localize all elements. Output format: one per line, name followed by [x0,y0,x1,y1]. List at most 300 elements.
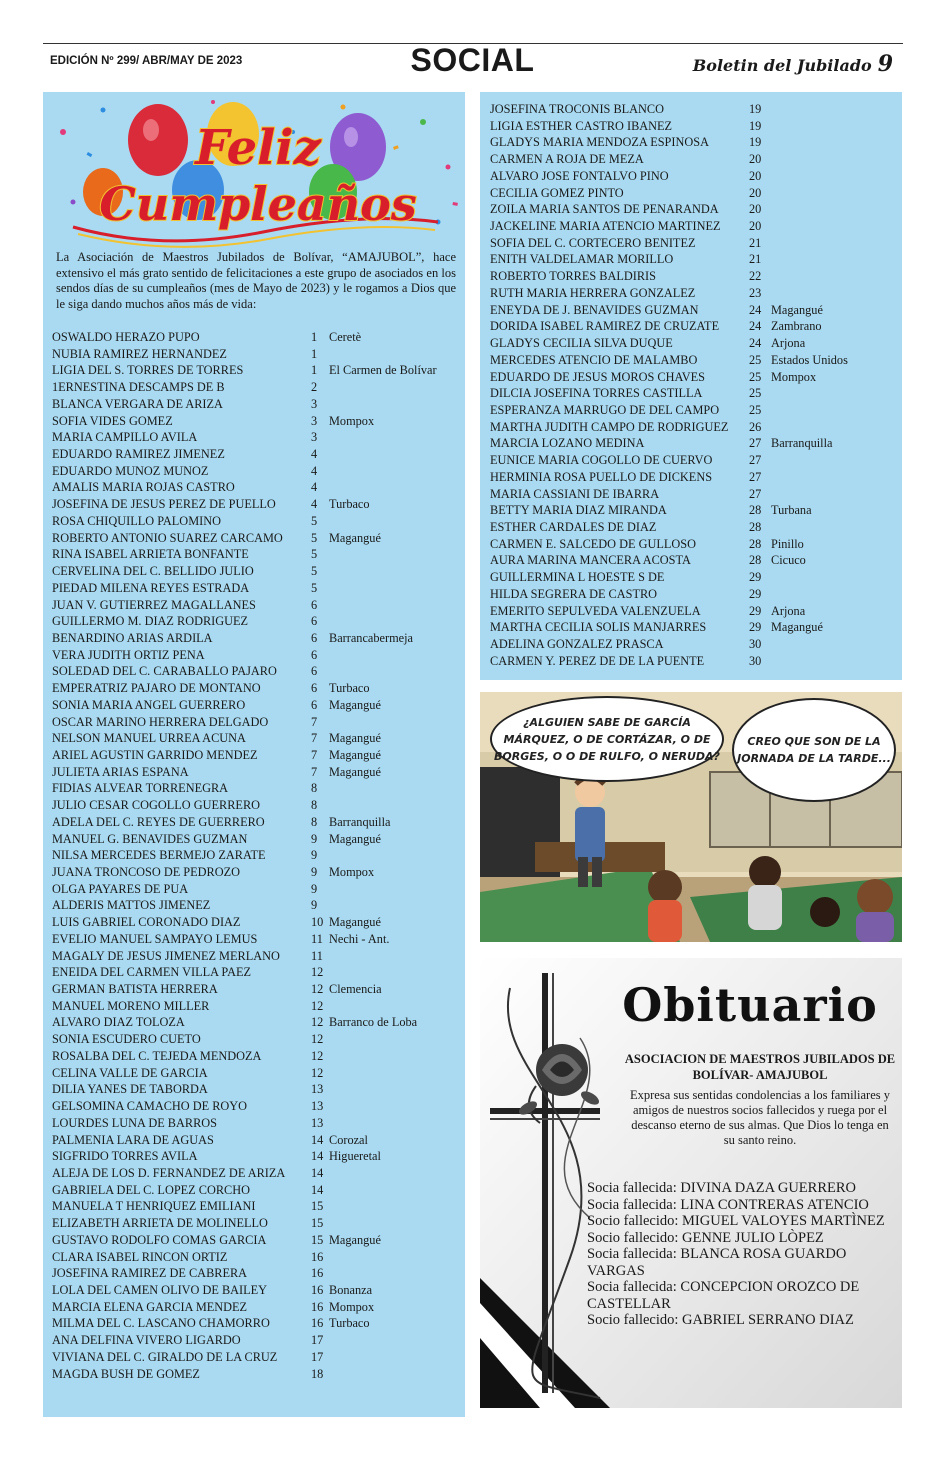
list-item [490,251,898,268]
list-item [52,897,462,914]
list-item [52,1048,462,1065]
birthday-day: 7 [311,731,318,746]
member-name: ROSALBA DEL C. TEJEDA MENDOZA [52,1048,262,1063]
member-name: CELINA VALLE DE GARCIA [52,1065,208,1080]
member-name: HILDA SEGRERA DE CASTRO [490,586,658,601]
member-place: Pinillo [771,536,804,551]
member-place: Magangué [329,731,381,746]
list-item [52,730,462,747]
obituary-entry: Socio fallecido: MIGUEL VALOYES MARTÌNEZ [587,1213,885,1229]
member-name: CARMEN E. SALCEDO DE GULLOSO [490,536,696,551]
birthday-day: 16 [311,1266,324,1281]
list-item [52,1282,462,1299]
member-place: Turbaco [329,497,370,512]
obituary-message: Expresa sus sentidas condolencias a los familiares y amigos de nuestros socios fallecidos y ruega por el descanso eterno de sus almas. Que Dios lo tenga en su santo reino. [630,1088,890,1147]
list-item [52,563,462,580]
birthday-day: 12 [311,1065,324,1080]
list-item [490,285,898,302]
member-name: SONIA MARIA ANGEL GUERRERO [52,697,246,712]
birthday-banner [43,92,465,252]
list-item [52,1249,462,1266]
member-place: Turbaco [329,1316,370,1331]
birthday-day: 4 [311,480,318,495]
list-item [52,1031,462,1048]
list-item [490,519,898,536]
obituary-list [587,1180,897,1329]
list-item [490,486,898,503]
list-item [52,697,462,714]
list-item [52,1132,462,1149]
member-place: Higueretal [329,1149,381,1164]
member-name: ADELINA GONZALEZ PRASCA [490,637,664,651]
member-place: Zambrano [771,319,822,334]
birthday-day: 24 [749,336,762,351]
list-item [52,1366,462,1383]
member-name: CERVELINA DEL C. BELLIDO JULIO [52,564,254,579]
member-place: Magangué [329,764,381,779]
member-name: EDUARDO RAMIREZ JIMENEZ [52,447,225,462]
list-item [52,831,462,848]
birthday-day: 8 [311,781,318,796]
list-item [52,1332,462,1349]
list-item [490,469,898,486]
member-name: MANUEL G. BENAVIDES GUZMAN [52,831,248,846]
member-name: EMPERATRIZ PAJARO DE MONTANO [52,681,261,696]
birthday-day: 12 [311,982,324,997]
birthday-day: 6 [311,681,318,696]
member-place: Ceretè [329,330,362,344]
member-name: ALEJA DE LOS D. FERNANDEZ DE ARIZA [52,1165,286,1180]
birthday-day: 17 [311,1333,324,1348]
member-name: EDUARDO DE JESUS MOROS CHAVES [490,369,706,384]
obituary-title: Obituario [622,978,878,1032]
member-name: ROSA CHIQUILLO PALOMINO [52,513,221,528]
birthday-day: 6 [311,614,318,629]
birthday-day: 4 [311,447,318,462]
list-item [52,764,462,781]
list-item [52,630,462,647]
list-item [52,580,462,597]
list-item [52,647,462,664]
member-name: MILMA DEL C. LASCANO CHAMORRO [52,1316,270,1331]
member-place: Nechi - Ant. [329,931,390,946]
member-name: AMALIS MARIA ROJAS CASTRO [52,480,235,495]
member-place: Mompox [329,413,375,428]
member-place: Magangué [329,697,381,712]
birthday-day: 25 [749,386,762,401]
member-place: El Carmen de Bolívar [329,363,437,378]
birthday-day: 21 [749,235,762,250]
member-name: GUSTAVO RODOLFO COMAS GARCIA [52,1232,267,1247]
member-name: MARIA CAMPILLO AVILA [52,430,198,445]
list-item [490,352,898,369]
birthday-day: 30 [749,653,762,668]
member-name: JOSEFINA RAMIREZ DE CABRERA [52,1266,248,1281]
birthday-panel-right [480,92,902,680]
birthday-day: 3 [311,413,318,428]
birthday-day: 12 [311,1032,324,1047]
member-name: JOSEFINA TROCONIS BLANCO [490,102,665,116]
birthday-day: 9 [311,865,318,879]
member-name: CARMEN Y. PEREZ DE DE LA PUENTE [490,653,705,668]
member-name: JUANA TRONCOSO DE PEDROZO [52,865,241,879]
birthday-day: 5 [311,564,318,579]
member-name: GERMAN BATISTA HERRERA [52,982,218,997]
list-item [490,134,898,151]
list-item [490,302,898,319]
birthday-day: 6 [311,630,318,645]
list-item [52,1165,462,1182]
birthday-day: 7 [311,764,318,779]
list-item [52,1265,462,1282]
member-place: Barrancabermeja [329,630,413,645]
member-name: EVELIO MANUEL SAMPAYO LEMUS [52,931,258,946]
member-name: MAGDA BUSH DE GOMEZ [52,1366,200,1381]
list-item [490,402,898,419]
member-name: ELIZABETH ARRIETA DE MOLINELLO [52,1216,268,1231]
birthday-day: 27 [749,486,762,501]
list-item [52,346,462,363]
list-item [52,396,462,413]
member-name: GLADYS CECILIA SILVA DUQUE [490,336,673,351]
list-item [52,881,462,898]
member-name: ALVARO DIAZ TOLOZA [52,1015,185,1030]
birthday-day: 27 [749,469,762,484]
birthday-day: 19 [749,102,762,116]
member-place: Magangué [329,831,381,846]
birthday-day: 14 [311,1149,324,1164]
member-name: 1ERNESTINA DESCAMPS DE B [52,380,225,395]
list-item [52,864,462,881]
member-name: MANUELA T HENRIQUEZ EMILIANI [52,1199,256,1214]
member-name: NILSA MERCEDES BERMEJO ZARATE [52,848,266,863]
list-item [490,268,898,285]
member-name: JUAN V. GUTIERREZ MAGALLANES [52,597,256,612]
birthday-day: 20 [749,185,762,200]
member-name: OSCAR MARINO HERRERA DELGADO [52,714,269,729]
member-name: ENEYDA DE J. BENAVIDES GUZMAN [490,302,699,317]
member-place: Barranco de Loba [329,1015,418,1030]
birthday-day: 29 [749,586,762,601]
birthday-day: 20 [749,219,762,234]
list-item [52,680,462,697]
list-item [490,235,898,252]
list-item [52,964,462,981]
member-name: GUILLERMO M. DIAZ RODRIGUEZ [52,614,249,629]
member-name: EUNICE MARIA COGOLLO DE CUERVO [490,453,713,468]
birthday-day: 19 [749,135,762,150]
list-item [52,463,462,480]
list-item [52,1065,462,1082]
birthday-day: 26 [749,419,762,434]
speech-bubble-teacher: ¿ALGUIEN SABE DE GARCÍA MÁRQUEZ, O DE CORTÁZAR, O DE BORGES, O O DE RULFO, O NERUDA? [490,696,724,782]
list-item [52,1148,462,1165]
birthday-day: 25 [749,352,762,367]
member-place: Mompox [771,369,817,384]
member-name: MANUEL MORENO MILLER [52,998,210,1013]
member-name: EDUARDO MUNOZ MUNOZ [52,463,209,478]
member-name: SIGFRIDO TORRES AVILA [52,1149,198,1164]
list-item [490,385,898,402]
member-place: Corozal [329,1132,368,1147]
member-place: Turbaco [329,681,370,696]
speech-bubble-student: CREO QUE SON DE LA JORNADA DE LA TARDE... [732,698,896,802]
list-item [52,747,462,764]
list-item [490,218,898,235]
member-name: LOLA DEL CAMEN OLIVO DE BAILEY [52,1282,268,1297]
birthday-day: 25 [749,402,762,417]
list-item [490,101,898,118]
birthday-day: 28 [749,519,762,534]
member-place: Magangué [771,302,823,317]
member-name: ROBERTO ANTONIO SUAREZ CARCAMO [52,530,283,545]
member-name: JACKELINE MARIA ATENCIO MARTINEZ [490,219,721,234]
birthday-day: 2 [311,380,318,395]
member-name: CLARA ISABEL RINCON ORTIZ [52,1249,228,1264]
member-name: VERA JUDITH ORTIZ PENA [52,647,205,662]
member-place: Arjona [771,336,806,351]
member-name: BENARDINO ARIAS ARDILA [52,630,213,645]
birthday-day: 8 [311,814,318,829]
list-item [52,1182,462,1199]
birthday-day: 4 [311,463,318,478]
list-item [490,318,898,335]
birthday-day: 16 [311,1249,324,1264]
list-item [52,379,462,396]
member-name: LIGIA DEL S. TORRES DE TORRES [52,363,244,378]
list-item [490,185,898,202]
birthday-day: 1 [311,346,318,361]
list-item [52,1349,462,1366]
list-item [52,914,462,931]
obituary-entry: Socio fallecido: GENNE JULIO LÒPEZ [587,1229,824,1246]
birthday-day: 15 [311,1232,324,1247]
member-name: ESPERANZA MARRUGO DE DEL CAMPO [490,402,720,417]
birthday-day: 5 [311,513,318,528]
list-item [490,536,898,553]
member-place: Magangué [329,915,381,930]
member-name: ROBERTO TORRES BALDIRIS [490,269,656,284]
member-name: MAGALY DE JESUS JIMENEZ MERLANO [52,948,280,963]
banner-text-feliz: Feliz [195,120,321,176]
birthday-day: 9 [311,848,318,863]
member-place: Mompox [329,865,375,879]
birthday-day: 6 [311,597,318,612]
member-name: PIEDAD MILENA REYES ESTRADA [52,580,250,595]
member-name: FIDIAS ALVEAR TORRENEGRA [52,781,229,796]
list-item [490,502,898,519]
birthday-day: 7 [311,747,318,762]
list-item [52,663,462,680]
birthday-day: 1 [311,330,318,344]
obituary-entry: Socia fallecida: BLANCA ROSA GUARDO VARGAS [587,1246,847,1279]
birthday-day: 24 [749,302,762,317]
member-name: VIVIANA DEL C. GIRALDO DE LA CRUZ [52,1349,278,1364]
list-item [490,653,898,670]
list-item [52,546,462,563]
list-item [490,586,898,603]
list-item [490,118,898,135]
list-item [52,362,462,379]
member-name: NUBIA RAMIREZ HERNANDEZ [52,346,227,361]
member-name: JULIETA ARIAS ESPANA [52,764,189,779]
list-item [52,1115,462,1132]
birthday-day: 14 [311,1182,324,1197]
list-item [52,496,462,513]
member-name: SOFIA VIDES GOMEZ [52,413,173,428]
birthday-day: 29 [749,603,762,618]
birthday-day: 5 [311,547,318,562]
obituary-entry: Socio fallecido: GABRIEL SERRANO DIAZ [587,1312,854,1328]
obituary-section [480,958,902,1408]
birthday-day: 12 [311,1015,324,1030]
member-name: HERMINIA ROSA PUELLO DE DICKENS [490,469,713,484]
member-name: MARCIA ELENA GARCIA MENDEZ [52,1299,248,1314]
member-name: DORIDA ISABEL RAMIREZ DE CRUZATE [490,319,720,334]
member-place: Arjona [771,603,806,618]
member-name: LIGIA ESTHER CASTRO IBANEZ [490,118,673,133]
member-name: ADELA DEL C. REYES DE GUERRERO [52,814,265,829]
birthday-day: 16 [311,1282,324,1297]
member-name: PALMENIA LARA DE AGUAS [52,1132,214,1147]
list-item [490,335,898,352]
list-item [52,1014,462,1031]
list-item [490,619,898,636]
member-name: MERCEDES ATENCIO DE MALAMBO [490,352,698,367]
list-item [52,530,462,547]
list-item [52,814,462,831]
member-name: MARIA CASSIANI DE IBARRA [490,486,660,501]
birthday-day: 29 [749,570,762,585]
list-item [490,569,898,586]
list-item [52,1315,462,1332]
member-name: MARCIA LOZANO MEDINA [490,436,645,451]
list-item [52,1081,462,1098]
birthday-day: 19 [749,118,762,133]
member-place: Bonanza [329,1282,373,1297]
birthday-day: 22 [749,269,762,284]
member-name: ANA DELFINA VIVERO LIGARDO [52,1333,241,1348]
member-name: GABRIELA DEL C. LOPEZ CORCHO [52,1182,251,1197]
member-name: GLADYS MARIA MENDOZA ESPINOSA [490,135,709,150]
list-item [490,435,898,452]
birthday-day: 28 [749,503,762,518]
member-name: LOURDES LUNA DE BARROS [52,1115,217,1130]
member-place: Estados Unidos [771,352,848,367]
list-item [490,452,898,469]
birthday-day: 13 [311,1099,324,1114]
member-name: LUIS GABRIEL CORONADO DIAZ [52,915,241,930]
list-item [52,329,462,346]
list-item [490,636,898,653]
member-place: Clemencia [329,982,382,997]
birthday-day: 15 [311,1199,324,1214]
member-name: DILCIA JOSEFINA TORRES CASTILLA [490,386,703,401]
birthday-day: 17 [311,1349,324,1364]
birthday-list-left [52,329,462,1382]
list-item [52,1299,462,1316]
list-item [52,613,462,630]
birthday-day: 27 [749,436,762,451]
birthday-day: 9 [311,831,318,846]
member-name: GELSOMINA CAMACHO DE ROYO [52,1099,248,1114]
member-name: AURA MARINA MANCERA ACOSTA [490,553,691,568]
birthday-day: 12 [311,965,324,980]
member-name: RUTH MARIA HERRERA GONZALEZ [490,285,696,300]
member-name: ENITH VALDELAMAR MORILLO [490,252,674,267]
list-item [52,413,462,430]
birthday-day: 4 [311,497,318,512]
birthday-day: 20 [749,152,762,167]
birthday-day: 27 [749,453,762,468]
member-name: BLANCA VERGARA DE ARIZA [52,396,223,411]
member-name: ARIEL AGUSTIN GARRIDO MENDEZ [52,747,258,762]
member-name: EMERITO SEPULVEDA VALENZUELA [490,603,701,618]
birthday-day: 15 [311,1216,324,1231]
list-item [490,201,898,218]
member-name: ALDERIS MATTOS JIMENEZ [52,898,211,913]
edition-label: EDICIÓN Nº 299/ ABR/MAY DE 2023 [50,55,243,67]
birthday-day: 6 [311,647,318,662]
birthday-intro: La Asociación de Maestros Jubilados de Bolívar, “AMAJUBOL”, hace extensivo el más grato sentido de felicitaciones a este grupo de asociados en los sendos días de su cumpleaños (mes de Mayo de 2023) y le rogamos a Dios que le siga dando muchos años más de vida: [56,250,456,311]
member-name: ZOILA MARIA SANTOS DE PENARANDA [490,202,719,217]
list-item [52,847,462,864]
member-name: JOSEFINA DE JESUS PEREZ DE PUELLO [52,497,276,512]
list-item [52,797,462,814]
member-name: NELSON MANUEL URREA ACUNA [52,731,246,746]
member-name: GUILLERMINA L HOESTE S DE [490,570,665,585]
birthday-day: 10 [311,915,324,930]
list-item [52,714,462,731]
member-place: Mompox [329,1299,375,1314]
member-name: MARTHA JUDITH CAMPO DE RODRIGUEZ [490,419,729,434]
list-item [52,981,462,998]
birthday-day: 6 [311,664,318,679]
member-place: Magangué [329,747,381,762]
birthday-day: 9 [311,881,318,896]
birthday-panel-left [43,92,465,1417]
member-name: SOLEDAD DEL C. CARABALLO PAJARO [52,664,277,679]
birthday-day: 20 [749,202,762,217]
list-item [490,552,898,569]
member-name: OSWALDO HERAZO PUPO [52,330,200,344]
list-item [52,998,462,1015]
birthday-day: 1 [311,363,318,378]
member-place: Magangué [329,530,381,545]
birthday-day: 7 [311,714,318,729]
member-place: Magangué [771,620,823,635]
birthday-day: 14 [311,1165,324,1180]
member-name: ALVARO JOSE FONTALVO PINO [490,168,669,183]
birthday-day: 3 [311,430,318,445]
birthday-day: 20 [749,168,762,183]
birthday-day: 29 [749,620,762,635]
obituary-entry: Socia fallecida: DIVINA DAZA GUERRERO [587,1180,857,1196]
member-name: RINA ISABEL ARRIETA BONFANTE [52,547,249,562]
birthday-day: 5 [311,530,318,545]
birthday-day: 13 [311,1115,324,1130]
list-item [52,1232,462,1249]
member-name: ESTHER CARDALES DE DIAZ [490,519,657,534]
birthday-day: 14 [311,1132,324,1147]
member-place: Turbana [771,503,812,518]
member-place: Cicuco [771,553,806,568]
comic-strip [480,692,902,942]
birthday-day: 5 [311,580,318,595]
list-item [52,931,462,948]
member-place: Magangué [329,1232,381,1247]
birthday-day: 25 [749,369,762,384]
